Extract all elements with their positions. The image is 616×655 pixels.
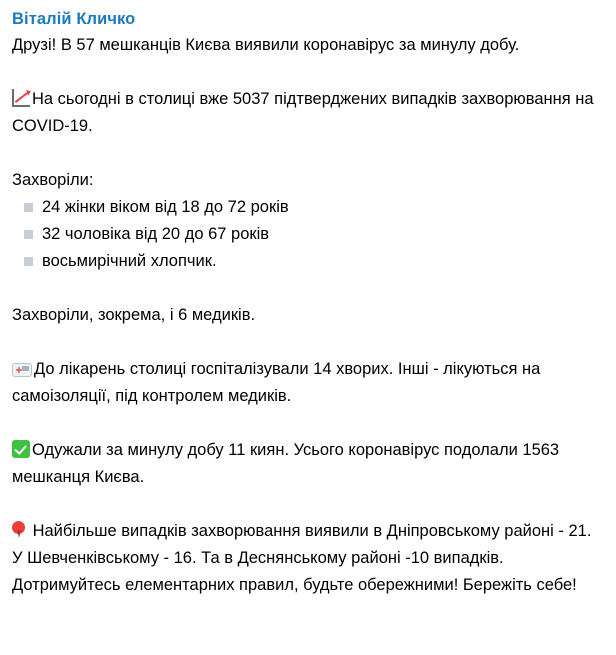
post-author: Віталій Кличко xyxy=(12,10,136,28)
paragraph-medics xyxy=(12,302,604,329)
paragraph-recovered-text: Одужали за минулу добу 11 киян. Усього коронавірус подолали 1563 мешканця Києва. xyxy=(12,441,560,486)
paragraph-hospitalized-text: До лікарень столиці госпіталізували 14 хворих. Інші - лікуються на самоізоляції, під контролем медиків. xyxy=(12,360,541,405)
ambulance-icon xyxy=(12,363,32,377)
spacer xyxy=(12,59,604,86)
spacer xyxy=(12,491,604,518)
list-item-label: 24 жінки віком від 18 до 72 років xyxy=(42,198,289,216)
list-item xyxy=(12,194,604,221)
bullet-square-icon xyxy=(24,230,33,239)
paragraph-medics-text: Захворіли, зокрема, і 6 медиків. xyxy=(12,306,256,324)
list-item-label: 32 чоловіка від 20 до 67 років xyxy=(42,225,270,243)
spacer xyxy=(12,410,604,437)
chart-increasing-icon xyxy=(12,89,30,107)
spacer xyxy=(12,275,604,302)
spacer xyxy=(12,329,604,356)
check-mark-icon xyxy=(12,440,30,458)
sick-breakdown-list xyxy=(12,194,604,275)
paragraph-appeal xyxy=(12,572,604,599)
paragraph-sick-heading xyxy=(12,167,604,194)
pushpin-icon xyxy=(12,521,26,539)
paragraph-appeal-text: Дотримуйтесь елементарних правил, будьте обережними! Бережіть себе! xyxy=(12,576,577,594)
bullet-square-icon xyxy=(24,257,33,266)
list-item-label: восьмирічний хлопчик. xyxy=(42,252,217,270)
paragraph-intro-text: Друзі! В 57 мешканців Києва виявили коронавірус за минулу добу. xyxy=(12,36,520,54)
bullet-square-icon xyxy=(24,203,33,212)
spacer xyxy=(12,140,604,167)
paragraph-districts-text: Найбільше випадків захворювання виявили в Дніпровському районі - 21. У Шевченківському - 16. Та в Деснянському районі -10 випадків. xyxy=(12,522,592,567)
paragraph-recovered xyxy=(12,437,604,491)
paragraph-total-cases xyxy=(12,86,604,140)
paragraph-sick-heading-text: Захворіли: xyxy=(12,171,94,189)
paragraph-districts xyxy=(12,518,604,572)
paragraph-intro xyxy=(12,32,604,59)
list-item xyxy=(12,221,604,248)
paragraph-total-cases-text: На сьогодні в столиці вже 5037 підтверджених випадків захворювання на COVID-19. xyxy=(12,90,594,135)
list-item xyxy=(12,248,604,275)
paragraph-hospitalized xyxy=(12,356,604,410)
